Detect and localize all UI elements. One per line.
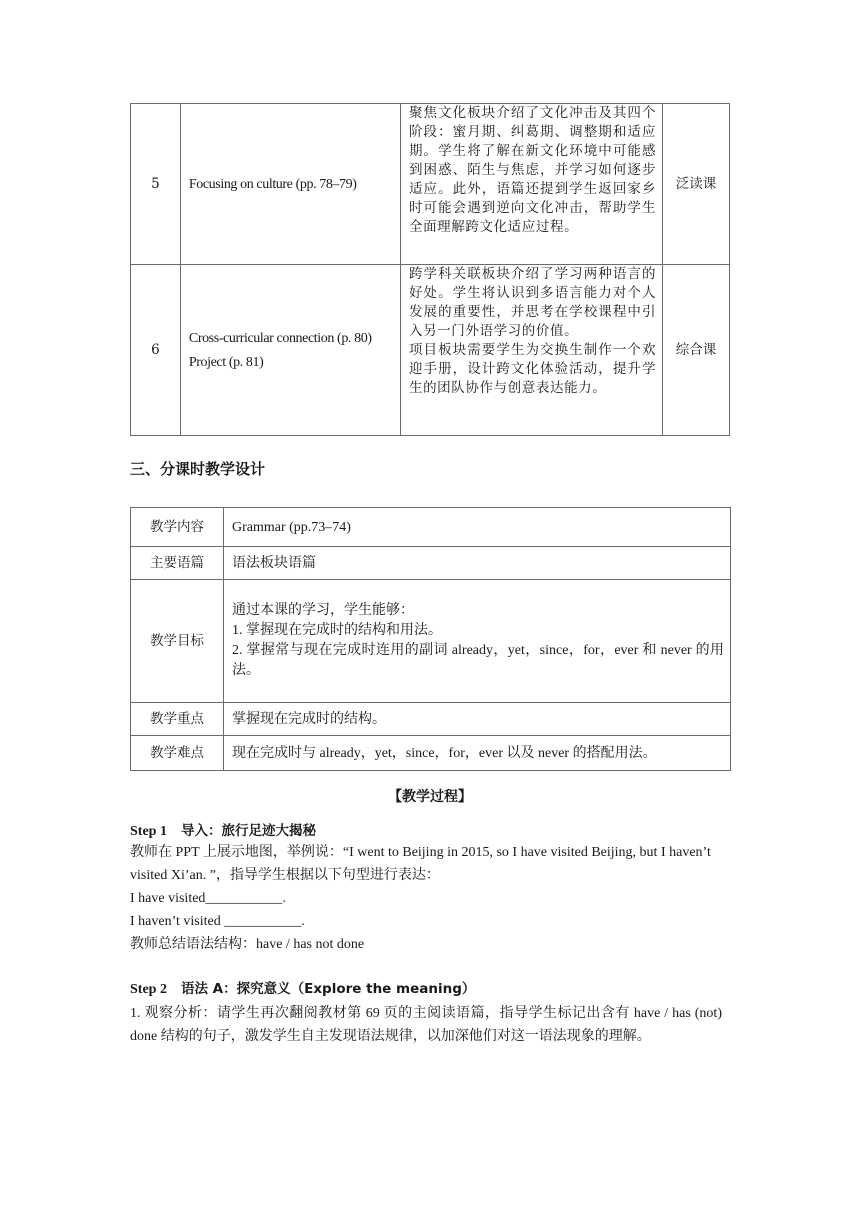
row-label: 教学重点 bbox=[131, 703, 224, 736]
step-paragraph: 教师总结语法结构：have / has not done bbox=[130, 937, 365, 952]
table-row bbox=[131, 508, 731, 547]
description-part: 跨学科关联板块介绍了学习两种语言的好处。学生将认识到多语言能力对个人发展的重要性，并思考在学校课程中引入另一门外语学习的价值。 bbox=[408, 266, 657, 339]
row-value: 掌握现在完成时的结构。 bbox=[224, 703, 731, 736]
lesson-title bbox=[180, 104, 400, 265]
table-row bbox=[131, 547, 731, 580]
step-paragraph: 1. 观察分析：请学生再次翻阅教材第 69 页的主阅读语篇，指导学生标记出含有 have / has (not) done 结构的句子，激发学生自主发现语法规律，以加深他们对这一语法现象的理解。 bbox=[130, 1006, 722, 1044]
row-label: 教学难点 bbox=[131, 736, 224, 771]
table-row bbox=[131, 580, 731, 703]
row-value: 现在完成时与 already，yet，since，for，ever 以及 never 的搭配用法。 bbox=[224, 736, 731, 771]
goal-item: 2. 掌握常与现在完成时连用的副词 already，yet，since，for，ever 和 never 的用法。 bbox=[232, 643, 724, 678]
lesson-number: 6 bbox=[131, 265, 181, 436]
row-label: 教学目标 bbox=[131, 580, 224, 703]
table-row bbox=[131, 265, 730, 436]
process-title: 【教学过程】 bbox=[388, 789, 472, 805]
step-title: 导入：旅行足迹大揭秘 bbox=[180, 823, 316, 839]
lesson-title-line: Focusing on culture (pp. 78–79) bbox=[188, 176, 357, 192]
goal-item: 1. 掌握现在完成时的结构和用法。 bbox=[232, 623, 442, 638]
row-label: 教学内容 bbox=[131, 508, 224, 547]
table-row bbox=[131, 104, 730, 265]
lesson-overview-table bbox=[130, 103, 730, 436]
lesson-number: 5 bbox=[131, 104, 181, 265]
lesson-description: 聚焦文化板块介绍了文化冲击及其四个阶段：蜜月期、纠葛期、调整期和适应期。学生将了解在新文化环境中可能感到困惑、陌生与焦虑，并学习如何逐步适应。此外，语篇还提到学生返回家乡时可能会遇到逆向文化冲击，帮助学生全面理解跨文化适应过程。 bbox=[400, 104, 662, 265]
lesson-description bbox=[400, 265, 662, 436]
step-label: Step 2 bbox=[130, 982, 167, 997]
lesson-type: 泛读课 bbox=[663, 104, 730, 265]
step-heading bbox=[130, 819, 316, 840]
description-part: 项目板块需要学生为交换生制作一个欢迎手册，设计跨文化体验活动，提升学生的团队协作与创意表达能力。 bbox=[408, 342, 657, 396]
row-label: 主要语篇 bbox=[131, 547, 224, 580]
step-paragraph: 教师在 PPT 上展示地图，举例说：“I went to Beijing in 2015, so I have visited Beijing, but I haven’t visited Xi’an. ”，指导学生根据以下句型进行表达： bbox=[130, 845, 711, 883]
step-heading bbox=[130, 977, 475, 998]
goal-intro: 通过本课的学习，学生能够： bbox=[232, 603, 414, 618]
step-paragraph: I haven’t visited ___________. bbox=[130, 914, 305, 929]
table-row bbox=[131, 736, 731, 771]
row-value: 语法板块语篇 bbox=[224, 547, 731, 580]
section-heading: 三、分课时教学设计 bbox=[130, 460, 266, 478]
step-title: 语法 A：探究意义（Explore the meaning） bbox=[180, 981, 476, 997]
lesson-type: 综合课 bbox=[663, 265, 730, 436]
table-row bbox=[131, 703, 731, 736]
lesson-title-line: Project (p. 81) bbox=[188, 354, 264, 370]
row-value: Grammar (pp.73–74) bbox=[224, 508, 731, 547]
row-value bbox=[224, 580, 731, 703]
lesson-title bbox=[180, 265, 400, 436]
lesson-design-table bbox=[130, 507, 731, 771]
step-paragraph: I have visited___________. bbox=[130, 891, 286, 906]
lesson-title-line: Cross-curricular connection (p. 80) bbox=[188, 330, 372, 346]
step-label: Step 1 bbox=[130, 824, 167, 839]
